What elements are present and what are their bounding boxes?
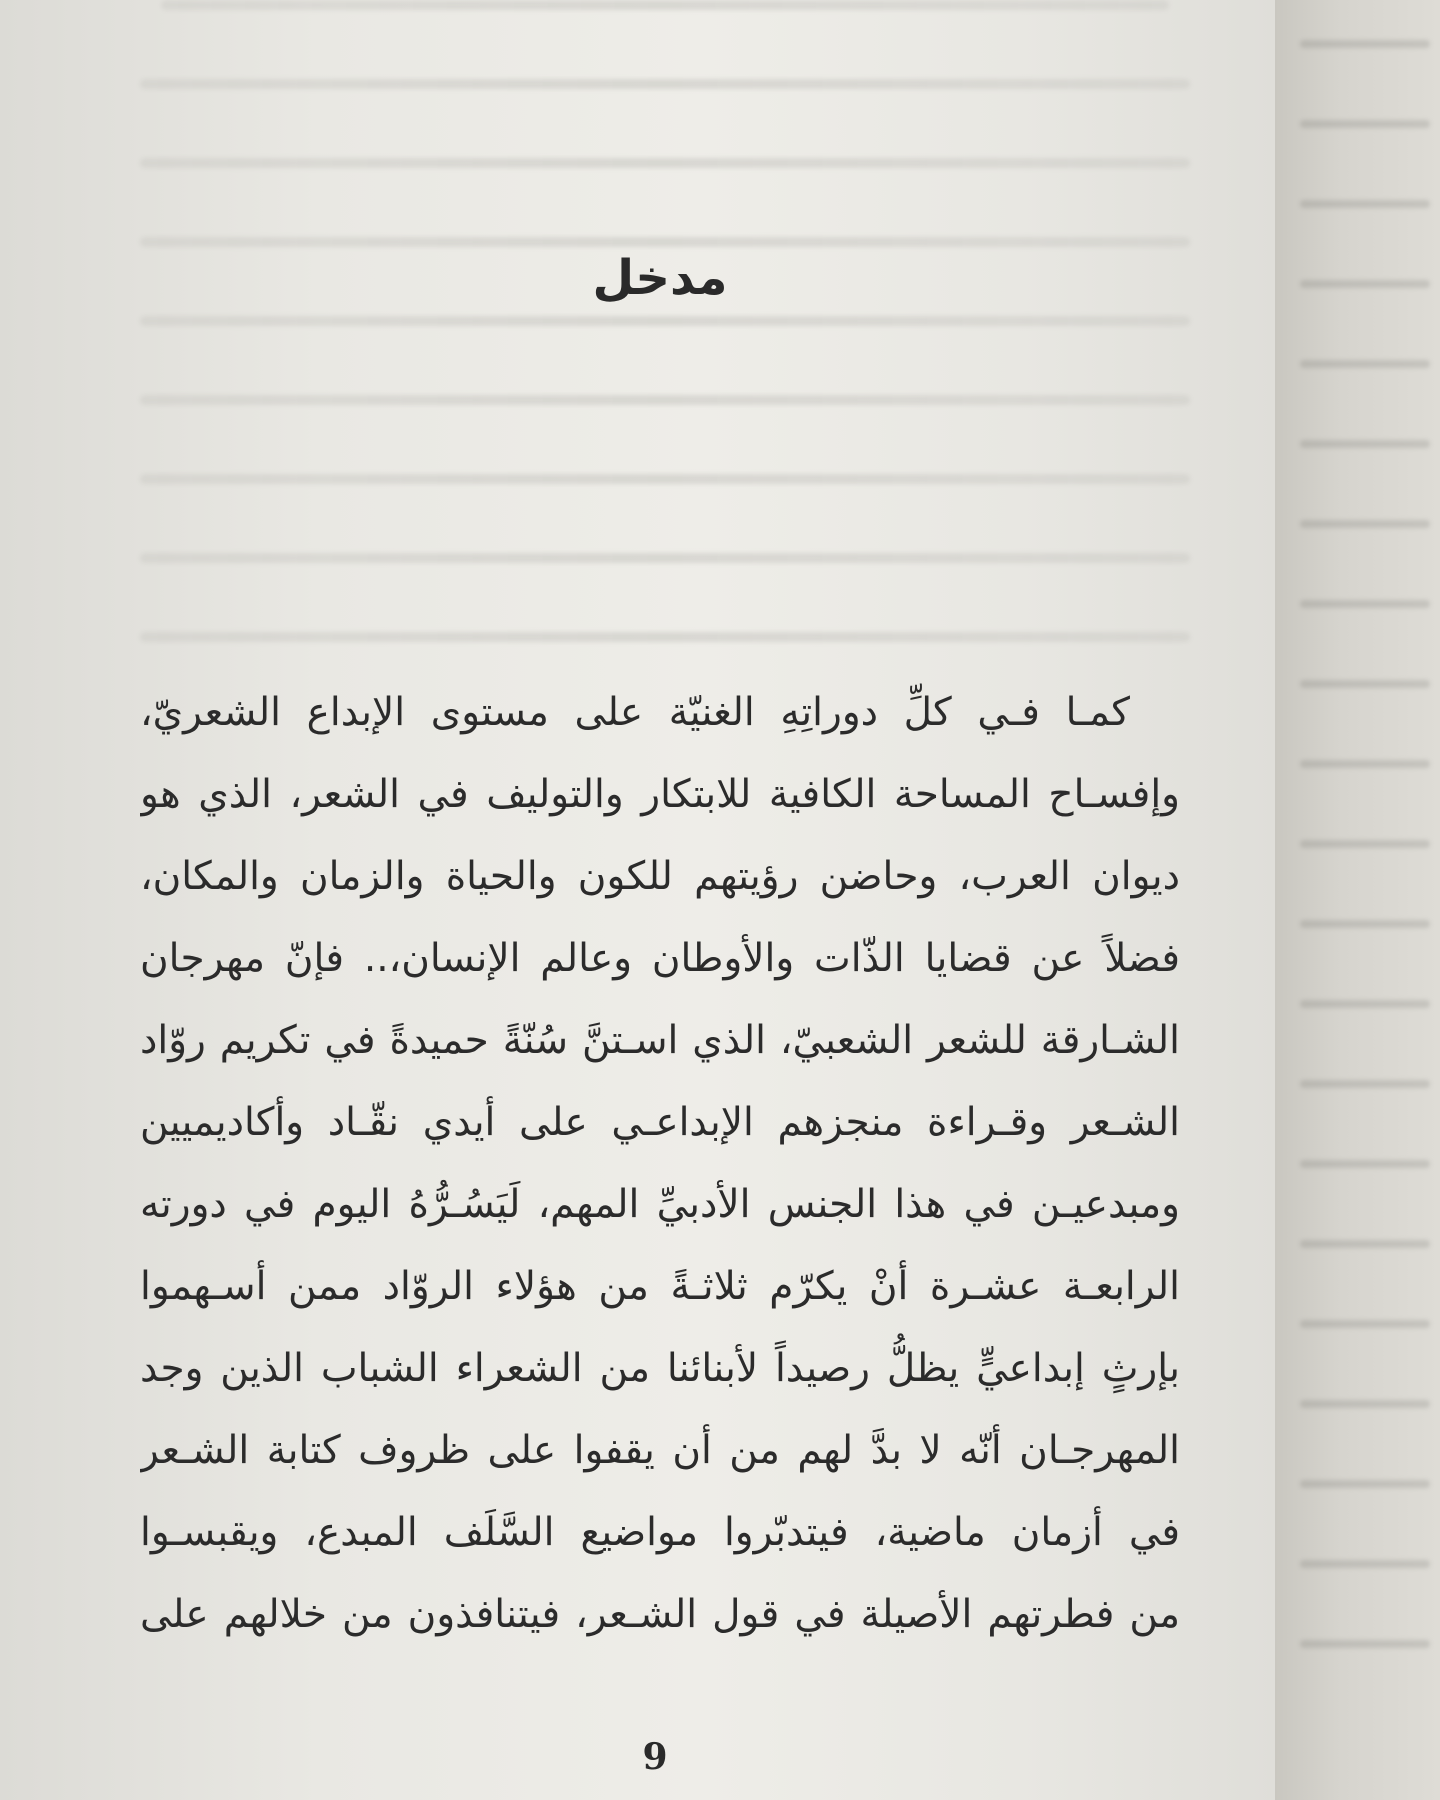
show-through-text [140,0,1190,720]
adjacent-page-line [1300,1080,1430,1088]
adjacent-page-line [1300,920,1430,928]
text-line: في أزمان ماضية، فيتدبّروا مواضيع السَّلَف المبدع، ويقبسـوا [140,1510,1180,1555]
adjacent-page-line [1300,840,1430,848]
text-line: فضلاً عن قضايا الذّات والأوطان وعالم الإنسان،.. فإنّ مهرجان [140,936,1180,981]
adjacent-page-line [1300,1160,1430,1168]
show-through-line [140,316,1190,326]
show-through-line [140,474,1190,484]
adjacent-page-line [1300,1240,1430,1248]
show-through-line [140,632,1190,642]
show-through-line [140,237,1190,247]
adjacent-page-line [1300,1320,1430,1328]
adjacent-page-line [1300,280,1430,288]
adjacent-page-line [1300,1640,1430,1648]
show-through-line [140,158,1190,168]
adjacent-page-line [1300,360,1430,368]
adjacent-page-line [1300,1560,1430,1568]
show-through-line [140,79,1190,89]
body-paragraph [140,672,1180,1656]
adjacent-page-line [1300,120,1430,128]
adjacent-page-line [1300,440,1430,448]
text-line: بإرثٍ إبداعيٍّ يظلُّ رصيداً لأبنائنا من الشعراء الشباب الذين وجد [140,1346,1180,1391]
text-line: من فطرتهم الأصيلة في قول الشـعر، فيتنافذون من خلالهم على [140,1592,1180,1637]
adjacent-page-line [1300,520,1430,528]
adjacent-page-line [1300,1480,1430,1488]
adjacent-page-line [1300,1400,1430,1408]
adjacent-page-line [1300,200,1430,208]
text-line: الشـعر وقـراءة منجزهم الإبداعـي على أيدي نقّـاد وأكاديميين [140,1100,1180,1145]
adjacent-page-line [1300,40,1430,48]
text-line: الرابعـة عشـرة أنْ يكرّم ثلاثـةً من هؤلاء الروّاد ممن أسـهموا [140,1264,1180,1309]
show-through-line [140,553,1190,563]
show-through-line [161,0,1169,10]
text-line: الشـارقة للشعر الشعبيّ، الذي اسـتنَّ سُنّةً حميدةً في تكريم روّاد [140,1018,1180,1063]
text-line: ومبدعيـن في هذا الجنس الأدبيِّ المهم، لَيَسُـرُّهُ اليوم في دورته [140,1182,1180,1227]
page-number: 9 [642,1736,668,1778]
text-line: المهرجـان أنّه لا بدَّ لهم من أن يقفوا على ظروف كتابة الشـعر [140,1428,1180,1473]
chapter-title: مدخل [592,250,728,306]
text-line: كمـا فـي كلِّ دوراتِهِ الغنيّة على مستوى الإبداع الشعريّ، [140,690,1130,735]
adjacent-page-line [1300,680,1430,688]
text-line: ديوان العرب، وحاضن رؤيتهم للكون والحياة والزمان والمكان، [140,854,1180,899]
adjacent-page-line [1300,760,1430,768]
adjacent-page-line [1300,600,1430,608]
adjacent-page-text [1300,40,1430,1720]
adjacent-page-line [1300,1000,1430,1008]
text-line: وإفسـاح المساحة الكافية للابتكار والتوليف في الشعر، الذي هو [140,772,1180,817]
show-through-line [140,395,1190,405]
